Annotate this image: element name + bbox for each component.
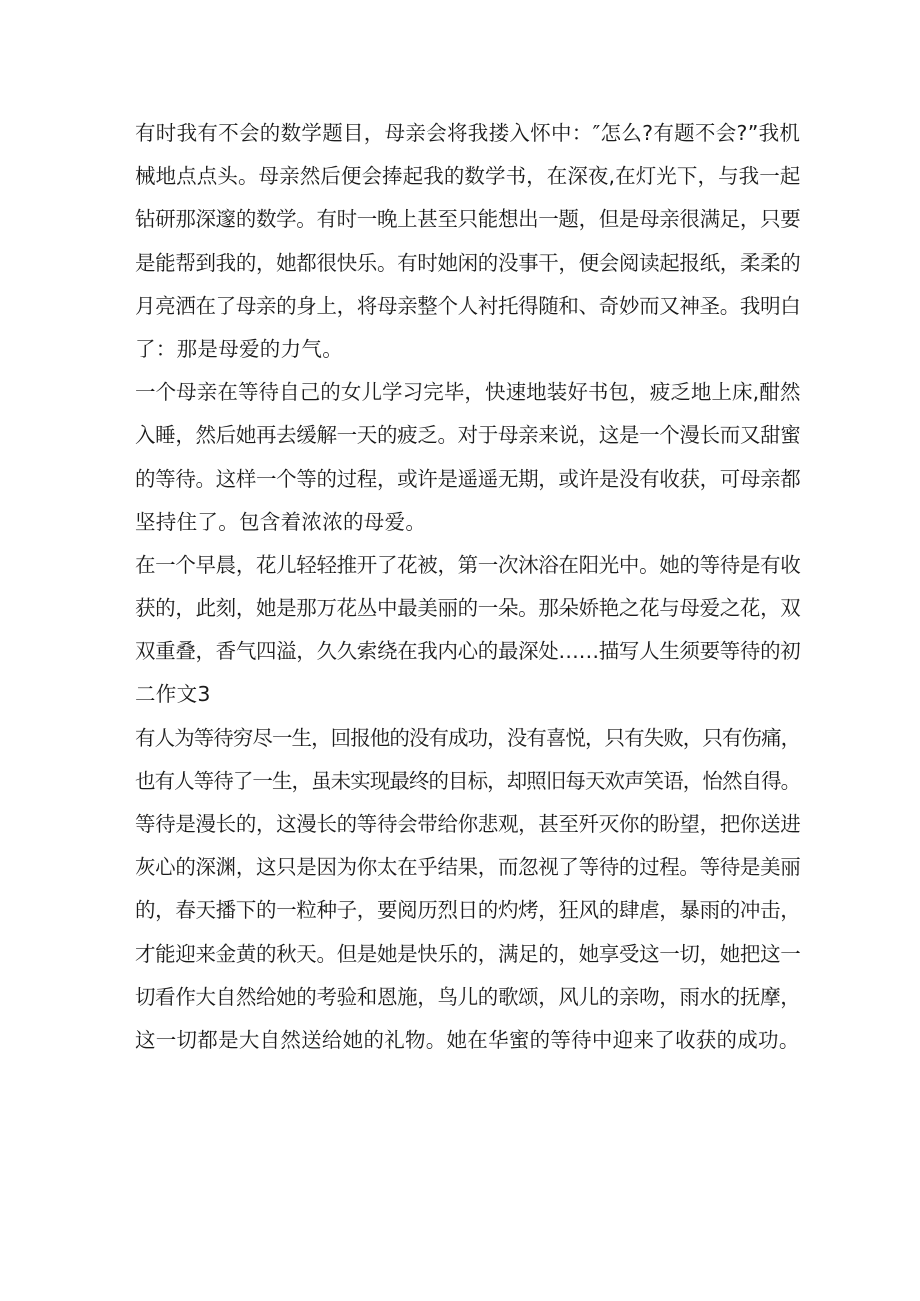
text-line: 了：那是母爱的力气。 <box>135 336 343 361</box>
text-line: 一个母亲在等待自己的女儿学习完毕，快速地装好书包，疲乏地上床,酣然 <box>135 380 801 405</box>
text-line: 双重叠，香气四溢，久久索绕在我内心的最深处……描写人生须要等待的初 <box>135 639 801 664</box>
text-line: 有人为等待穷尽一生，回报他的没有成功，没有喜悦，只有失败，只有伤痛， <box>135 725 801 750</box>
text-line: 二作文3 <box>135 682 211 707</box>
text-line: 月亮洒在了母亲的身上，将母亲整个人衬托得随和、奇妙而又神圣。我明白 <box>135 293 801 318</box>
text-line: 的，春天播下的一粒种子，要阅历烈日的灼烤，狂风的肆虐，暴雨的冲击， <box>135 898 801 923</box>
text-line: 在一个早晨，花儿轻轻推开了花被，第一次沐浴在阳光中。她的等待是有收 <box>135 552 801 577</box>
text-line: 灰心的深渊，这只是因为你太在乎结果，而忽视了等待的过程。等待是美丽 <box>135 855 801 880</box>
text-line: 也有人等待了一生，虽未实现最终的目标，却照旧每天欢声笑语，怡然自得。 <box>135 768 801 793</box>
text-line: 是能帮到我的，她都很快乐。有时她闲的没事干，便会阅读起报纸，柔柔的 <box>135 250 801 275</box>
text-line: 这一切都是大自然送给她的礼物。她在华蜜的等待中迎来了收获的成功。 <box>135 1027 800 1052</box>
text-line: 等待是漫长的，这漫长的等待会带给你悲观，甚至歼灭你的盼望，把你送进 <box>135 812 801 836</box>
essay-body <box>135 112 800 1062</box>
text-line: 获的，此刻，她是那万花丛中最美丽的一朵。那朵娇艳之花与母爱之花，双 <box>135 596 801 621</box>
text-line: 才能迎来金黄的秋天。但是她是快乐的，满足的，她享受这一切，她把这一 <box>135 941 801 966</box>
text-line: 有时我有不会的数学题目，母亲会将我搂入怀中：″怎么?有题不会?”我机 <box>135 121 801 145</box>
text-line: 的等待。这样一个等的过程，或许是遥遥无期，或许是没有收获，可母亲都 <box>135 466 801 491</box>
text-line: 坚持住了。包含着浓浓的母爱。 <box>135 509 427 534</box>
text-line: 钻研那深邃的数学。有时一晚上甚至只能想出一题，但是母亲很满足，只要 <box>135 207 801 232</box>
text-line: 入睡，然后她再去缓解一天的疲乏。对于母亲来说，这是一个漫长而又甜蜜 <box>135 423 801 448</box>
text-line: 切看作大自然给她的考验和恩施，鸟儿的歌颂，风儿的亲吻，雨水的抚摩， <box>135 984 801 1009</box>
text-line: 械地点点头。母亲然后便会捧起我的数学书，在深夜,在灯光下，与我一起 <box>135 164 801 189</box>
